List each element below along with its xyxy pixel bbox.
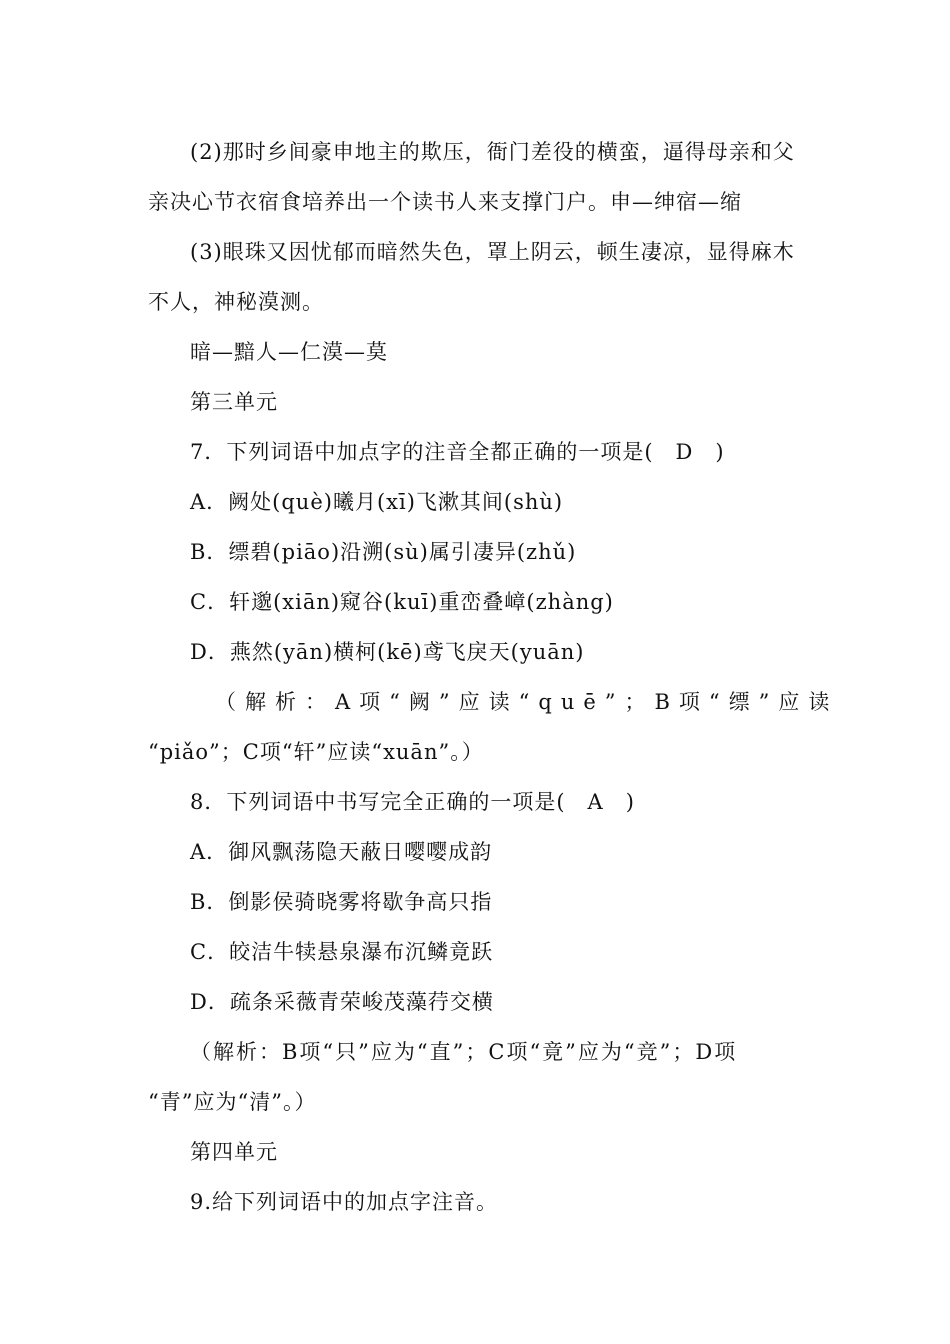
question-7: 7．下列词语中加点字的注音全都正确的一项是( D ) bbox=[190, 440, 725, 464]
analysis-line: “piǎo”；C项“轩”应读“xuān”。） bbox=[148, 740, 484, 764]
option-d: D．疏条采薇青荣峻茂藻荇交横 bbox=[190, 990, 494, 1014]
option-a: A．御风飘荡隐天蔽日嘤嘤成韵 bbox=[190, 840, 493, 864]
paragraph-line: 不人，神秘漠测。 bbox=[148, 290, 324, 314]
option-a: A．阙处(què)曦月(xī)飞漱其间(shù) bbox=[190, 490, 564, 514]
section-heading: 第四单元 bbox=[190, 1140, 278, 1164]
analysis-line: （解析：A项“阙”应读“quē”；B项“缥”应读 bbox=[215, 690, 839, 714]
paragraph-line: 亲决心节衣宿食培养出一个读书人来支撑门户。申—绅宿—缩 bbox=[148, 190, 742, 214]
option-b: B．缥碧(piāo)沿溯(sù)属引凄异(zhǔ) bbox=[190, 540, 577, 564]
paragraph-line: (3)眼珠又因忧郁而暗然失色，罩上阴云，顿生凄凉，显得麻木 bbox=[190, 240, 795, 264]
paragraph-line: (2)那时乡间豪申地主的欺压，衙门差役的横蛮，逼得母亲和父 bbox=[190, 140, 795, 164]
section-heading: 第三单元 bbox=[190, 390, 278, 414]
analysis-line: （解析：B项“只”应为“直”；C项“竟”应为“竞”；D项 bbox=[190, 1040, 738, 1064]
option-c: C．皎洁牛犊悬泉瀑布沉鳞竟跃 bbox=[190, 940, 494, 964]
option-c: C．轩邈(xiān)窥谷(kuī)重峦叠嶂(zhàng) bbox=[190, 590, 614, 614]
question-9: 9.给下列词语中的加点字注音。 bbox=[190, 1190, 499, 1214]
option-b: B．倒影侯骑晓雾将歇争高只指 bbox=[190, 890, 493, 914]
correction-line: 暗—黯人—仁漠—莫 bbox=[190, 340, 388, 364]
question-8: 8．下列词语中书写完全正确的一项是( A ) bbox=[190, 790, 635, 814]
option-d: D．燕然(yān)横柯(kē)鸢飞戾天(yuān) bbox=[190, 640, 585, 664]
analysis-line: “青”应为“清”。） bbox=[148, 1090, 317, 1114]
